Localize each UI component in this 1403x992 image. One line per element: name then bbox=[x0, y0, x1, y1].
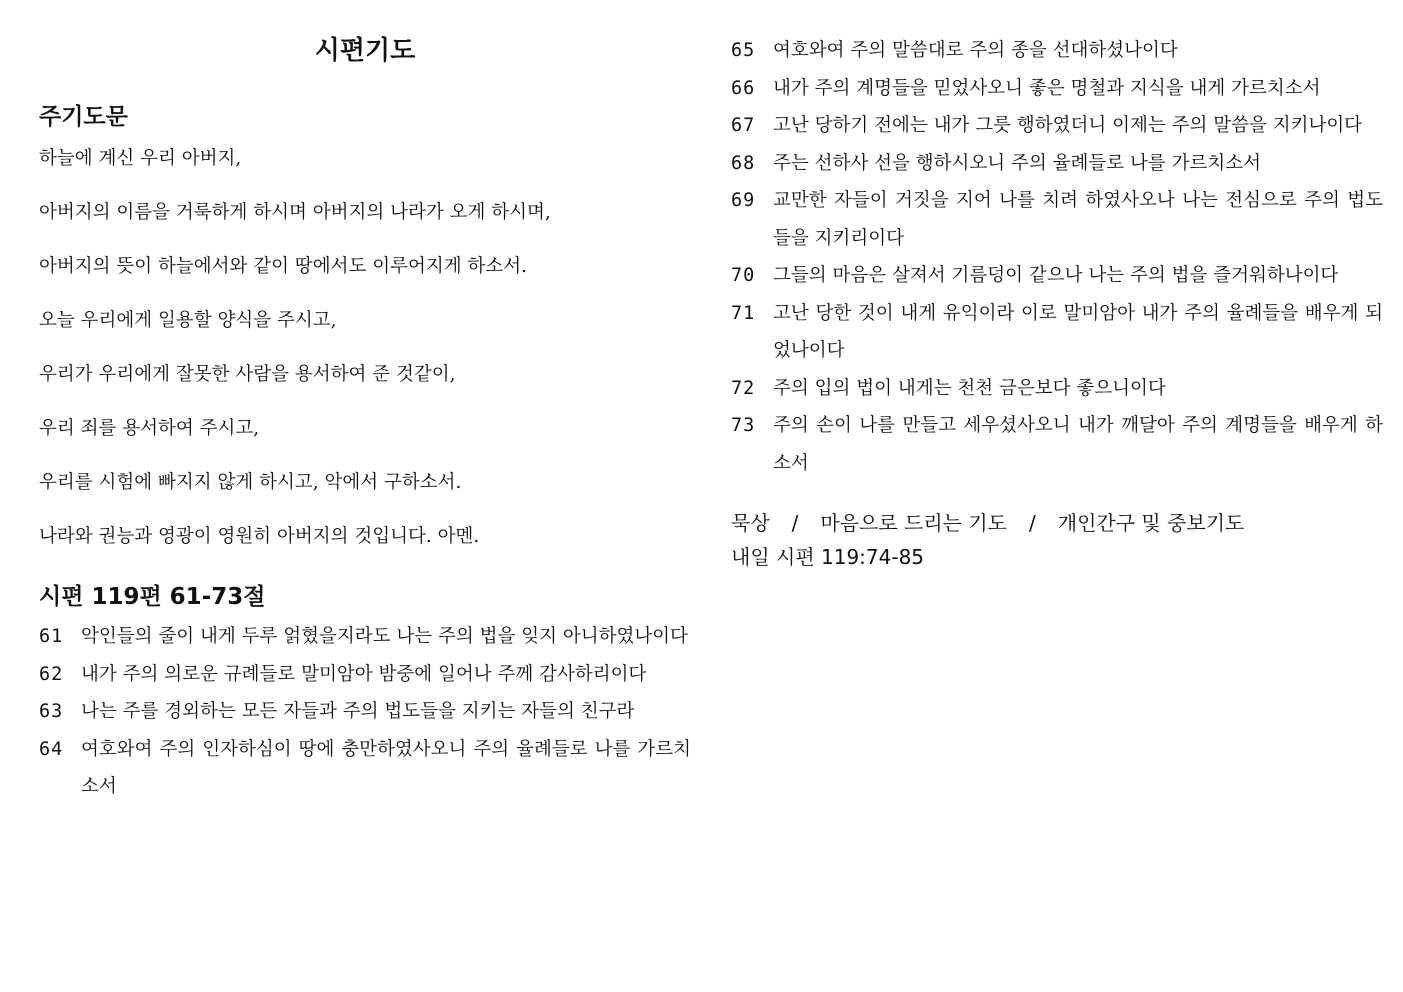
verse-text: 교만한 자들이 거짓을 지어 나를 치려 하였사오나 나는 전심으로 주의 법도들을 지키리이다 bbox=[773, 190, 1383, 249]
verse-number: 68 bbox=[731, 152, 756, 174]
verse-text: 나는 주를 경외하는 모든 자들과 주의 법도들을 지키는 자들의 친구라 bbox=[81, 701, 635, 722]
verse-73 bbox=[731, 407, 1383, 482]
verse-text: 여호와여 주의 말씀대로 주의 종을 선대하셨나이다 bbox=[773, 40, 1178, 61]
right-column bbox=[731, 32, 1383, 574]
verse-62 bbox=[39, 656, 691, 694]
prayer-line: 오늘 우리에게 일용할 양식을 주시고, bbox=[39, 310, 337, 331]
verse-69 bbox=[731, 182, 1383, 257]
verse-number: 67 bbox=[731, 115, 756, 136]
verse-number: 61 bbox=[39, 626, 64, 647]
verse-text: 고난 당하기 전에는 내가 그릇 행하였더니 이제는 주의 말씀을 지키나이다 bbox=[773, 115, 1363, 136]
verse-66 bbox=[731, 70, 1383, 108]
prayer-steps bbox=[731, 506, 1383, 540]
verse-number: 64 bbox=[39, 738, 64, 760]
separator: / bbox=[1029, 511, 1036, 535]
verse-text: 주의 손이 나를 만들고 세우셨사오니 내가 깨달아 주의 계명들을 배우게 하소서 bbox=[773, 415, 1383, 474]
lords-prayer-text bbox=[39, 144, 691, 576]
verse-number: 63 bbox=[39, 701, 64, 722]
verse-68 bbox=[731, 145, 1383, 183]
verse-text: 그들의 마음은 살져서 기름덩이 같으나 나는 주의 법을 즐거워하나이다 bbox=[773, 265, 1339, 286]
psalm-verses-left bbox=[39, 618, 691, 806]
verse-number: 73 bbox=[731, 415, 756, 436]
prayer-line: 아버지의 이름을 거룩하게 하시며 아버지의 나라가 오게 하시며, bbox=[39, 202, 551, 223]
verse-text: 주는 선하사 선을 행하시오니 주의 율례들로 나를 가르치소서 bbox=[773, 152, 1261, 174]
psalm-verses-right bbox=[731, 32, 1383, 482]
verse-70 bbox=[731, 257, 1383, 295]
prayer-line: 우리 죄를 용서하여 주시고, bbox=[39, 418, 260, 439]
prayer-line: 우리를 시험에 빠지지 않게 하시고, 악에서 구하소서. bbox=[39, 472, 462, 493]
verse-text: 내가 주의 의로운 규례들로 말미암아 밤중에 일어나 주께 감사하리이다 bbox=[81, 663, 647, 685]
verse-text: 고난 당한 것이 내게 유익이라 이로 말미암아 내가 주의 율례들을 배우게 되었나이다 bbox=[773, 302, 1383, 361]
prayer-line: 하늘에 계신 우리 아버지, bbox=[39, 148, 242, 169]
verse-number: 66 bbox=[731, 77, 756, 99]
psalm-heading: 시편 119편 61-73절 bbox=[39, 584, 266, 610]
verse-number: 71 bbox=[731, 302, 756, 324]
prayer-guide-footer bbox=[731, 506, 1383, 574]
verse-61 bbox=[39, 618, 691, 656]
prayer-line: 우리가 우리에게 잘못한 사람을 용서하여 준 것같이, bbox=[39, 364, 456, 385]
verse-number: 70 bbox=[731, 265, 756, 286]
prayer-line: 아버지의 뜻이 하늘에서와 같이 땅에서도 이루어지게 하소서. bbox=[39, 256, 527, 277]
lords-prayer-heading: 주기도문 bbox=[39, 104, 128, 130]
separator: / bbox=[791, 511, 799, 535]
verse-text: 여호와여 주의 인자하심이 땅에 충만하였사오니 주의 율례들로 나를 가르치소서 bbox=[81, 738, 691, 797]
meditation-label: 묵상 bbox=[731, 511, 770, 535]
verse-text: 악인들의 줄이 내게 두루 얽혔을지라도 나는 주의 법을 잊지 아니하였나이다 bbox=[81, 626, 688, 647]
heart-prayer-label: 마음으로 드리는 기도 bbox=[820, 511, 1007, 535]
verse-67 bbox=[731, 107, 1383, 145]
prayer-line: 나라와 권능과 영광이 영원히 아버지의 것입니다. 아멘. bbox=[39, 526, 480, 547]
left-column bbox=[39, 30, 691, 806]
verse-63 bbox=[39, 693, 691, 731]
verse-71 bbox=[731, 295, 1383, 370]
verse-text: 주의 입의 법이 내게는 천천 금은보다 좋으니이다 bbox=[773, 377, 1166, 399]
verse-65 bbox=[731, 32, 1383, 70]
next-reading: 내일 시편 119:74-85 bbox=[731, 545, 925, 569]
verse-number: 65 bbox=[731, 40, 756, 61]
intercession-label: 개인간구 및 중보기도 bbox=[1057, 511, 1245, 535]
verse-number: 72 bbox=[731, 377, 756, 399]
page-title: 시편기도 bbox=[314, 36, 416, 66]
verse-72 bbox=[731, 370, 1383, 408]
verse-number: 62 bbox=[39, 663, 64, 685]
verse-text: 내가 주의 계명들을 믿었사오니 좋은 명철과 지식을 내게 가르치소서 bbox=[773, 77, 1321, 99]
verse-64 bbox=[39, 731, 691, 806]
verse-number: 69 bbox=[731, 190, 756, 211]
